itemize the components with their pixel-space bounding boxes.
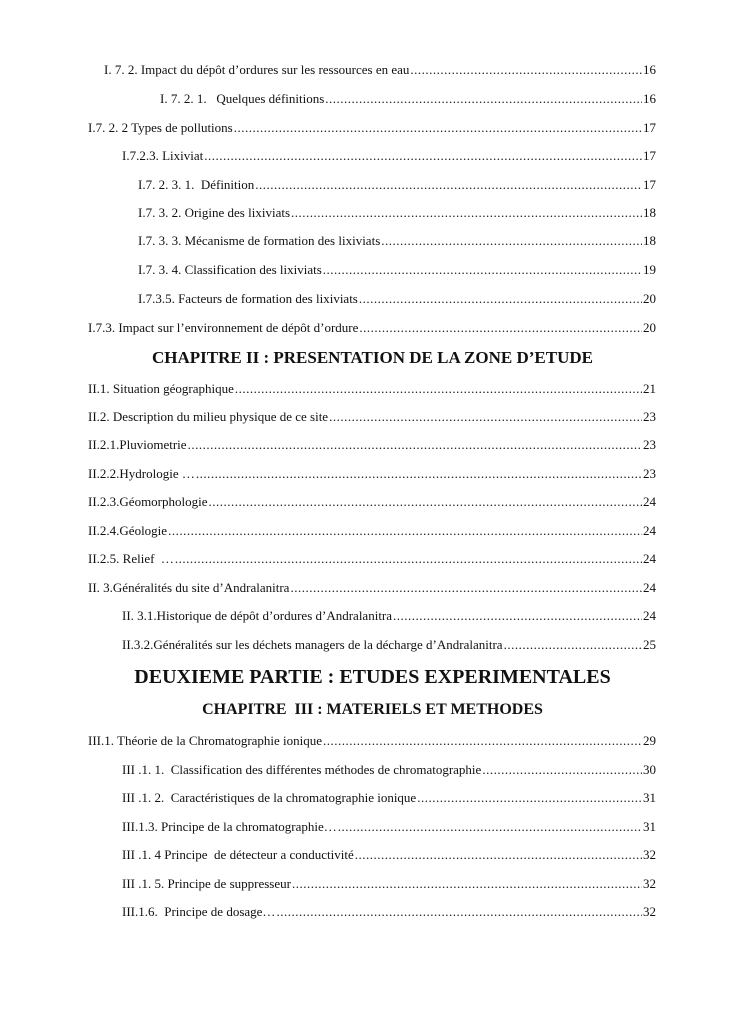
toc-entry-text: II.1. Situation géographique — [88, 381, 234, 396]
toc-entry-page: 31 — [643, 790, 656, 805]
toc-entry-page: 23 — [643, 437, 656, 452]
toc-entry[interactable] — [88, 437, 656, 453]
dot-leader — [504, 637, 642, 653]
dot-leader — [196, 466, 642, 482]
dot-leader — [276, 904, 642, 920]
dot-leader — [381, 233, 642, 249]
toc-entry-page: 16 — [643, 91, 656, 106]
dot-leader — [234, 120, 642, 136]
toc-entry[interactable] — [138, 233, 656, 249]
dot-leader — [235, 381, 642, 397]
toc-entry-text: II. 3.Généralités du site d’Andralanitra — [88, 580, 290, 595]
toc-entry-text: II.2. Description du milieu physique de ce site — [88, 409, 329, 424]
toc-entry-text: I.7.2.3. Lixiviat — [122, 148, 204, 163]
toc-entry-text: I.7. 2. 2 Types de pollutions — [88, 120, 233, 135]
dot-leader — [325, 91, 642, 107]
toc-entry[interactable] — [122, 819, 656, 835]
toc-entry[interactable] — [122, 762, 656, 778]
dot-leader — [291, 205, 642, 221]
dot-leader — [482, 762, 642, 778]
toc-entry-text: III .1. 5. Principe de suppresseur — [122, 876, 291, 891]
toc-entry-text: III .1. 2. Caractéristiques de la chromatographie ionique — [122, 790, 417, 805]
toc-entry[interactable] — [122, 847, 656, 863]
toc-entry-page: 16 — [643, 62, 656, 77]
dot-leader — [329, 409, 642, 425]
toc-entry-page: 17 — [643, 148, 656, 163]
toc-entry[interactable] — [122, 790, 656, 806]
toc-entry-page: 29 — [643, 733, 656, 748]
dot-leader — [209, 494, 642, 510]
toc-entry-text: I. 7. 2. 1. Quelques définitions — [160, 91, 325, 106]
toc-entry[interactable] — [88, 733, 656, 749]
toc-entry-text: II.3.2.Généralités sur les déchets managers de la décharge d’Andralanitra — [122, 637, 503, 652]
toc-entry-text: III.1.3. Principe de la chromatographie… — [122, 819, 337, 834]
toc-entry[interactable] — [88, 381, 656, 397]
toc-entry-page: 17 — [643, 120, 656, 135]
toc-entry[interactable] — [122, 148, 656, 164]
toc-entry[interactable] — [88, 523, 656, 539]
toc-entry-text: II.2.1.Pluviometrie — [88, 437, 187, 452]
dot-leader — [168, 523, 642, 539]
toc-entry[interactable] — [88, 320, 656, 336]
toc-entry-text: I.7. 3. 2. Origine des lixiviats — [138, 205, 291, 220]
toc-entry-page: 30 — [643, 762, 656, 777]
toc-entry-text: III .1. 4 Principe de détecteur a conductivité — [122, 847, 354, 862]
dot-leader — [417, 790, 642, 806]
toc-entry[interactable] — [88, 580, 656, 596]
toc-entry[interactable] — [122, 876, 656, 892]
toc-entry[interactable] — [88, 551, 656, 567]
toc-entry-page: 31 — [643, 819, 656, 834]
toc-entry[interactable] — [160, 91, 656, 107]
toc-entry-page: 23 — [643, 409, 656, 424]
toc-entry-text: I.7.3. Impact sur l’environnement de dépôt d’ordure — [88, 320, 359, 335]
dot-leader — [410, 62, 642, 78]
toc-entry-text: I.7. 2. 3. 1. Définition — [138, 177, 255, 192]
toc-entry[interactable] — [88, 494, 656, 510]
toc-entry-page: 32 — [643, 876, 656, 891]
toc-entry-page: 24 — [643, 523, 656, 538]
toc-entry-page: 18 — [643, 233, 656, 248]
dot-leader — [359, 291, 642, 307]
toc-entry-text: II. 3.1.Historique de dépôt d’ordures d’Andralanitra — [122, 608, 393, 623]
toc-entry[interactable] — [138, 262, 656, 278]
dot-leader — [393, 608, 642, 624]
toc-entry-page: 17 — [643, 177, 656, 192]
toc-entry-page: 32 — [643, 847, 656, 862]
toc-entry-text: III.1. Théorie de la Chromatographie ionique — [88, 733, 323, 748]
toc-entry-page: 32 — [643, 904, 656, 919]
chapter-2-heading: CHAPITRE II : PRESENTATION DE LA ZONE D’ETUDE — [152, 348, 593, 367]
toc-entry-text: I.7. 3. 3. Mécanisme de formation des lixiviats — [138, 233, 381, 248]
toc-entry-text: II.2.4.Géologie — [88, 523, 168, 538]
dot-leader — [290, 580, 642, 596]
toc-entry[interactable] — [138, 205, 656, 221]
toc-entry[interactable] — [122, 608, 656, 624]
toc-entry-text: I.7.3.5. Facteurs de formation des lixiviats — [138, 291, 358, 306]
toc-entry-page: 25 — [643, 637, 656, 652]
dot-leader — [323, 733, 642, 749]
toc-entry-text: I.7. 3. 4. Classification des lixiviats — [138, 262, 322, 277]
dot-leader — [255, 177, 642, 193]
dot-leader — [338, 819, 642, 835]
dot-leader — [355, 847, 642, 863]
toc-entry[interactable] — [122, 637, 656, 653]
toc-entry-page: 24 — [643, 551, 656, 566]
toc-entry[interactable] — [88, 409, 656, 425]
dot-leader — [292, 876, 642, 892]
toc-entry-page: 20 — [643, 291, 656, 306]
dot-leader — [175, 551, 642, 567]
toc-entry-text: I. 7. 2. Impact du dépôt d’ordures sur les ressources en eau — [104, 62, 410, 77]
dot-leader — [204, 148, 642, 164]
dot-leader — [359, 320, 642, 336]
toc-entry-page: 21 — [643, 381, 656, 396]
toc-entry-text: III .1. 1. Classification des différentes méthodes de chromatographie — [122, 762, 482, 777]
toc-entry[interactable] — [122, 904, 656, 920]
dot-leader — [188, 437, 642, 453]
toc-entry-text: II.2.3.Géomorphologie — [88, 494, 208, 509]
toc-entry[interactable] — [88, 466, 656, 482]
toc-entry-text: II.2.5. Relief … — [88, 551, 174, 566]
toc-entry[interactable] — [88, 120, 656, 136]
part-2-heading: DEUXIEME PARTIE : ETUDES EXPERIMENTALES — [134, 666, 611, 688]
toc-entry-page: 24 — [643, 494, 656, 509]
chapter-3-heading: CHAPITRE III : MATERIELS ET METHODES — [202, 701, 543, 718]
toc-entry-text: III.1.6. Principe de dosage… — [122, 904, 276, 919]
toc-entry[interactable] — [138, 291, 656, 307]
toc-entry-page: 24 — [643, 608, 656, 623]
toc-entry-page: 24 — [643, 580, 656, 595]
toc-entry-page: 19 — [643, 262, 656, 277]
toc-entry-text: II.2.2.Hydrologie … — [88, 466, 195, 481]
toc-entry-page: 18 — [643, 205, 656, 220]
toc-entry[interactable] — [138, 177, 656, 193]
dot-leader — [323, 262, 642, 278]
toc-entry[interactable] — [104, 62, 656, 78]
toc-entry-page: 23 — [643, 466, 656, 481]
toc-entry-page: 20 — [643, 320, 656, 335]
